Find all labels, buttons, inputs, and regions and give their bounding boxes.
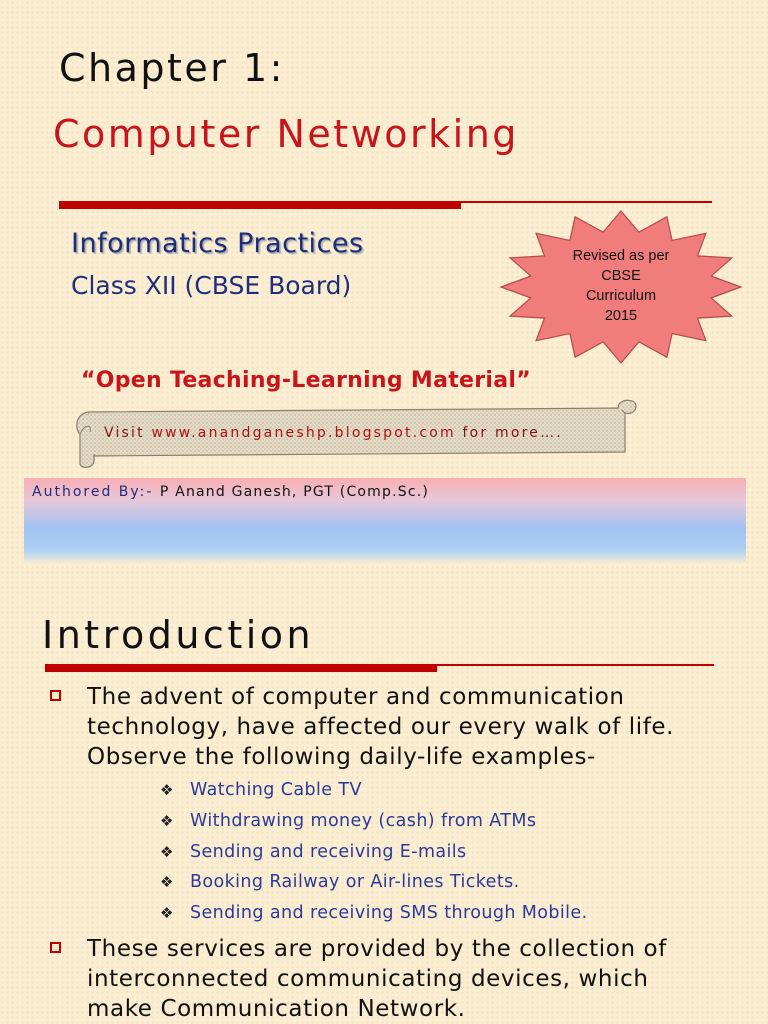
example-item: ❖ Sending and receiving E-mails	[160, 842, 467, 862]
diamond-bullet-icon: ❖	[160, 904, 174, 922]
introduction-title: Introduction	[42, 613, 315, 657]
paragraph-line: technology, have affected our every walk of life.	[87, 714, 675, 740]
starburst-text: Revised as per CBSE Curriculum 2015	[572, 248, 670, 324]
author-name: P Anand Ganesh, PGT (Comp.Sc.)	[159, 484, 430, 500]
paragraph-line: make Communication Network.	[87, 996, 466, 1022]
example-item: ❖ Booking Railway or Air-lines Tickets.	[160, 872, 520, 892]
paragraph-line: interconnected communicating devices, which	[87, 966, 649, 992]
example-item: ❖ Sending and receiving SMS through Mobile.	[160, 903, 588, 923]
diamond-bullet-icon: ❖	[160, 812, 174, 830]
tagline: “Open Teaching-Learning Material”	[81, 368, 532, 393]
paragraph-line: Observe the following daily-life examples-	[87, 744, 596, 770]
website-link-text[interactable]	[104, 425, 563, 441]
subject-heading: Informatics Practices	[71, 228, 364, 259]
example-item: ❖ Watching Cable TV	[160, 780, 362, 800]
author-label: Authored By:-	[32, 484, 160, 500]
class-line: Class XII (CBSE Board)	[71, 271, 352, 300]
title-divider	[59, 200, 712, 210]
scroll-prefix: Visit	[104, 425, 152, 441]
services-paragraph	[87, 934, 667, 1024]
square-bullet-icon	[50, 690, 61, 701]
square-bullet-icon	[50, 942, 61, 953]
website-scroll-banner	[70, 394, 640, 470]
author-bar	[24, 478, 746, 564]
chapter-title: Chapter 1:	[59, 46, 285, 90]
paragraph-line: The advent of computer and communication	[87, 684, 625, 710]
diamond-bullet-icon: ❖	[160, 781, 174, 799]
paragraph-line: These services are provided by the collection of	[87, 936, 667, 962]
example-item: ❖ Withdrawing money (cash) from ATMs	[160, 811, 537, 831]
diamond-bullet-icon: ❖	[160, 873, 174, 891]
diamond-bullet-icon: ❖	[160, 843, 174, 861]
revision-starburst	[498, 210, 744, 365]
introduction-divider	[45, 663, 714, 673]
scroll-suffix: for more….	[455, 425, 563, 441]
website-url[interactable]: www.anandganeshp.blogspot.com	[151, 425, 456, 441]
author-line	[32, 484, 429, 500]
intro-paragraph	[87, 682, 674, 772]
chapter-subtitle: Computer Networking	[53, 112, 519, 156]
